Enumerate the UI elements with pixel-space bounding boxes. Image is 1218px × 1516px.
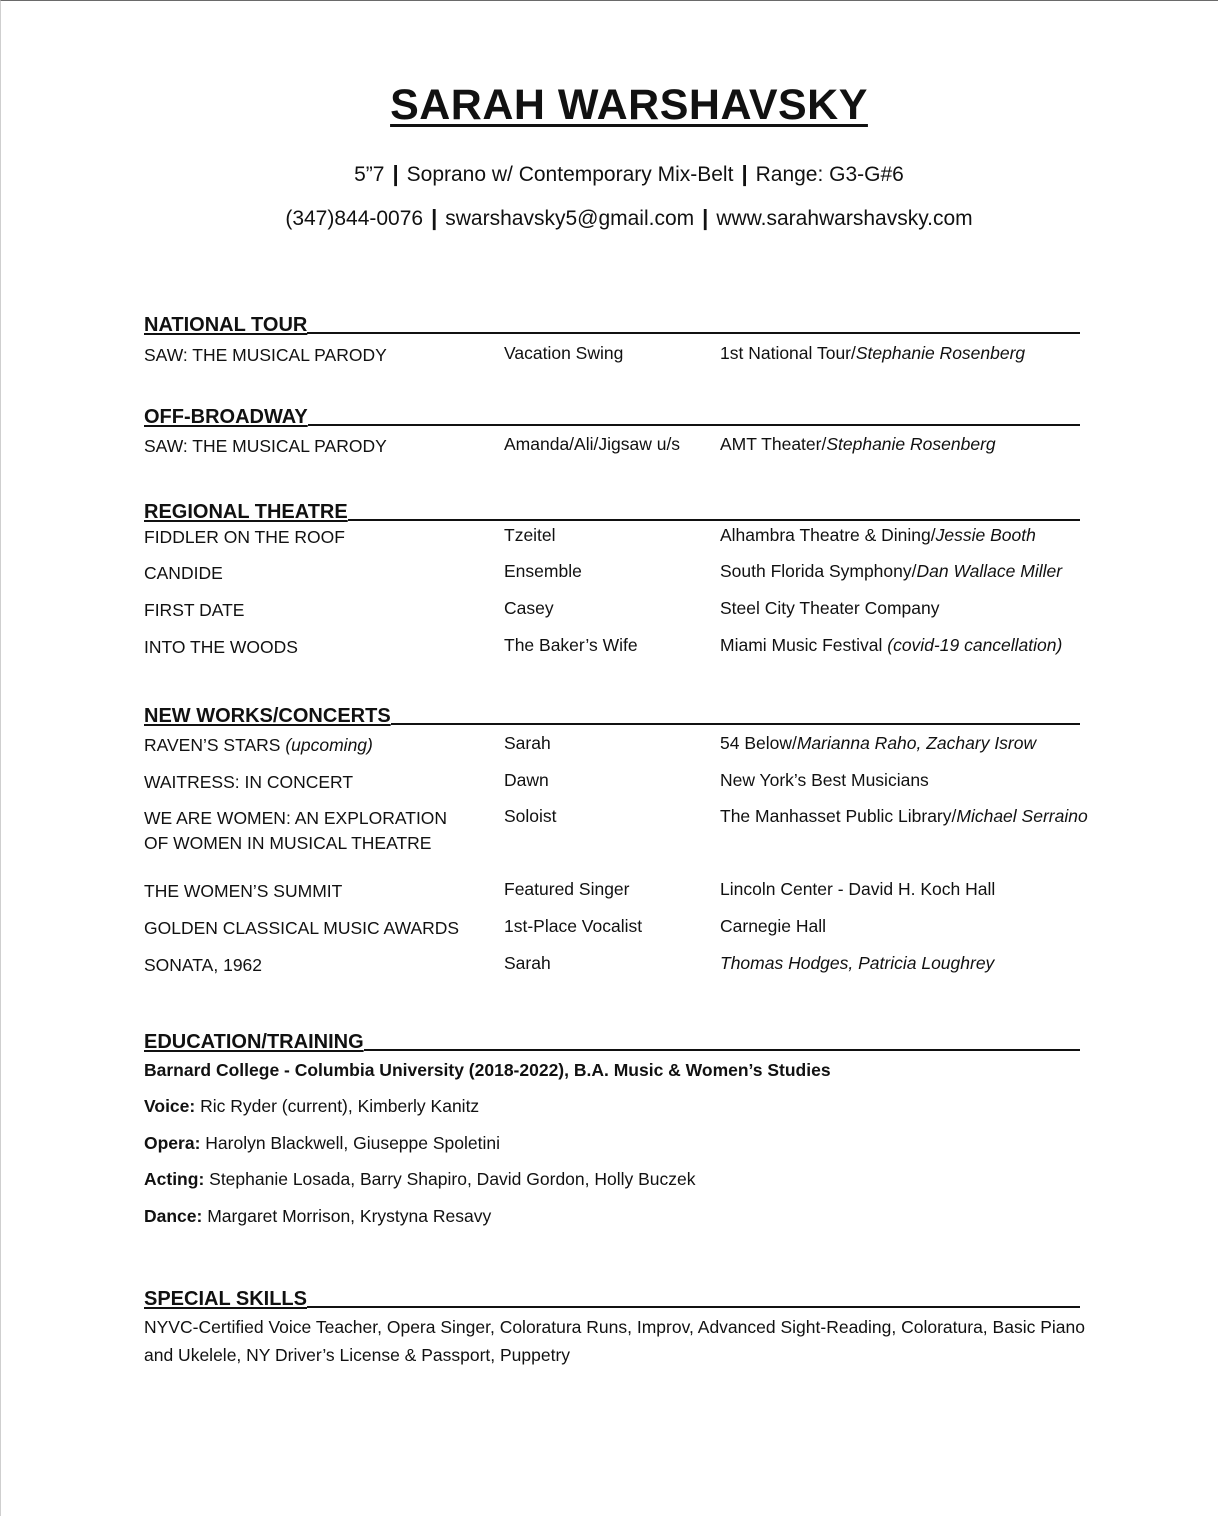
venue: 54 Below/Marianna Raho, Zachary Isrow xyxy=(720,733,1037,753)
training-dance: Dance: Margaret Morrison, Krystyna Resavy xyxy=(144,1206,492,1226)
show-title: SONATA, 1962 xyxy=(144,955,263,975)
venue: Lincoln Center - David H. Koch Hall xyxy=(720,879,996,899)
separator: | xyxy=(741,161,748,186)
section-heading-new-works: NEW WORKS/CONCERTS xyxy=(144,697,1080,725)
show-title: WAITRESS: IN CONCERT xyxy=(144,772,354,792)
show-title: CANDIDE xyxy=(144,563,223,583)
show-title: THE WOMEN’S SUMMIT xyxy=(144,881,343,901)
phone: (347)844-0076 xyxy=(285,207,424,230)
voice-type: Soprano w/ Contemporary Mix-Belt xyxy=(406,163,734,186)
role: The Baker’s Wife xyxy=(504,635,638,655)
director: Dan Wallace Miller xyxy=(916,561,1063,581)
venue: The Manhasset Public Library/Michael Serraino xyxy=(720,806,1088,826)
vocal-range: Range: G3-G#6 xyxy=(755,163,904,186)
show-note: (upcoming) xyxy=(285,735,373,755)
role: Casey xyxy=(504,598,554,618)
section-heading-national-tour: NATIONAL TOUR xyxy=(144,306,1080,334)
separator: | xyxy=(702,205,709,230)
director: Michael Serraino xyxy=(956,806,1088,826)
venue: Carnegie Hall xyxy=(720,916,827,936)
show-title: GOLDEN CLASSICAL MUSIC AWARDS xyxy=(144,918,460,938)
vocal-info-line xyxy=(1,161,1218,187)
separator: | xyxy=(431,205,438,230)
venue: New York’s Best Musicians xyxy=(720,770,929,790)
section-heading-off-broadway: OFF-BROADWAY xyxy=(144,398,1080,426)
resume-name: SARAH WARSHAVSKY xyxy=(390,81,868,129)
director: Thomas Hodges, Patricia Loughrey xyxy=(720,953,995,973)
director: Stephanie Rosenberg xyxy=(826,434,996,454)
separator: | xyxy=(392,161,399,186)
role: 1st-Place Vocalist xyxy=(504,916,643,936)
venue: Miami Music Festival (covid-19 cancellation) xyxy=(720,635,1063,655)
director: Jessie Booth xyxy=(935,525,1036,545)
training-voice: Voice: Ric Ryder (current), Kimberly Kanitz xyxy=(144,1096,480,1116)
training-opera: Opera: Harolyn Blackwell, Giuseppe Spoletini xyxy=(144,1133,500,1153)
training-acting: Acting: Stephanie Losada, Barry Shapiro, David Gordon, Holly Buczek xyxy=(144,1169,696,1189)
venue: Alhambra Theatre & Dining/Jessie Booth xyxy=(720,525,1036,545)
role: Sarah xyxy=(504,953,551,973)
section-heading-regional-theatre: REGIONAL THEATRE xyxy=(144,493,1080,521)
contact-line xyxy=(1,205,1218,231)
show-title: RAVEN’S STARS (upcoming) xyxy=(144,735,373,755)
venue: Steel City Theater Company xyxy=(720,598,940,618)
email: swarshavsky5@gmail.com xyxy=(445,207,695,230)
director: (covid-19 cancellation) xyxy=(887,635,1063,655)
venue xyxy=(720,953,994,974)
role: Dawn xyxy=(504,770,549,790)
role: Sarah xyxy=(504,733,551,753)
show-title: INTO THE WOODS xyxy=(144,637,298,657)
role: Vacation Swing xyxy=(504,343,624,363)
section-heading-education: EDUCATION/TRAINING xyxy=(144,1023,1080,1051)
venue: South Florida Symphony/Dan Wallace Miller xyxy=(720,561,1063,581)
show-title: WE ARE WOMEN: AN EXPLORATION OF WOMEN IN MUSICAL THEATRE xyxy=(144,808,448,853)
special-skills-text: NYVC-Certified Voice Teacher, Opera Singer, Coloratura Runs, Improv, Advanced Sight-Reading, Coloratura, Basic Piano and Ukelele, NY Driver’s License & Passport, Puppetry xyxy=(144,1317,1085,1365)
show-title: FIDDLER ON THE ROOF xyxy=(144,527,345,547)
education-degree: Barnard College - Columbia University (2018-2022), B.A. Music & Women’s Studies xyxy=(144,1060,831,1080)
role: Featured Singer xyxy=(504,879,630,899)
role: Ensemble xyxy=(504,561,582,581)
role: Amanda/Ali/Jigsaw u/s xyxy=(504,434,681,454)
director: Stephanie Rosenberg xyxy=(855,343,1026,363)
show-title: SAW: THE MUSICAL PARODY xyxy=(144,345,387,365)
section-heading-special-skills: SPECIAL SKILLS xyxy=(144,1280,1080,1308)
height: 5”7 xyxy=(354,163,385,186)
venue: AMT Theater/Stephanie Rosenberg xyxy=(720,434,996,454)
role: Tzeitel xyxy=(504,525,556,545)
venue: 1st National Tour/Stephanie Rosenberg xyxy=(720,343,1026,363)
director: Marianna Raho, Zachary Isrow xyxy=(796,733,1037,753)
show-title: SAW: THE MUSICAL PARODY xyxy=(144,436,387,456)
show-title: FIRST DATE xyxy=(144,600,245,620)
website: www.sarahwarshavsky.com xyxy=(716,207,973,230)
role: Soloist xyxy=(504,806,557,826)
